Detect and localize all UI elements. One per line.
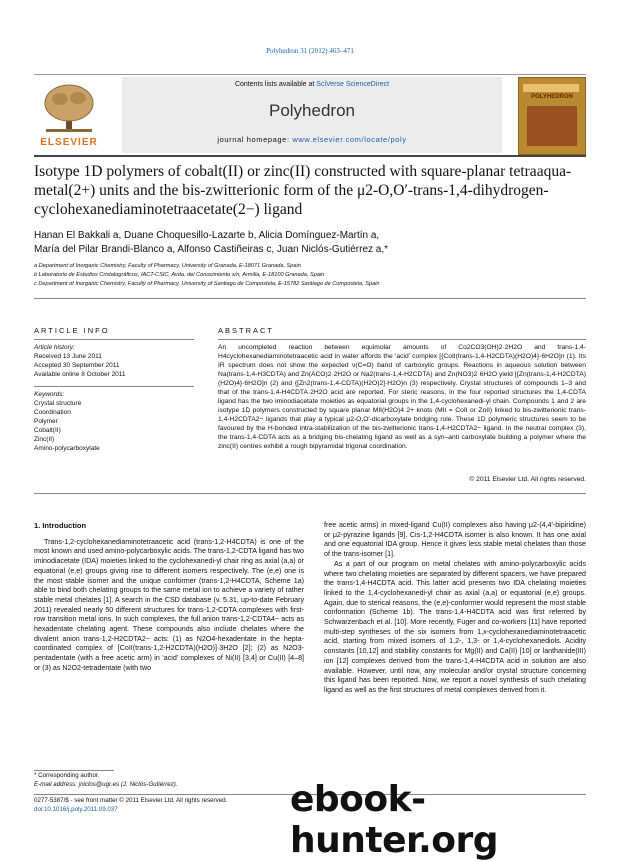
keyword: Cobalt(II) xyxy=(34,427,61,434)
cover-bar xyxy=(523,84,579,92)
history-label: Article history: xyxy=(34,344,75,351)
history-accepted: Accepted 30 September 2011 xyxy=(34,362,120,369)
intro-left-column xyxy=(34,521,304,674)
journal-cover-image xyxy=(518,77,586,155)
corresponding-author-note: * Corresponding author. xyxy=(34,772,100,779)
keyword: Zinc(II) xyxy=(34,436,55,443)
author-list xyxy=(34,229,594,257)
email-note[interactable]: E-mail address: jniclos@ugr.es (J. Niclós-Gutiérrez). xyxy=(34,780,178,788)
intro-paragraph-3: As a part of our program on metal chelates with amino-polycarboxylic acids where two chelating moieties are separated by different spacers, we have prepared the trans-1,4-H4CDTA acid. This latter acid presents two IDA chelating moieties linked to the 1,4-cyclohexanedi-yl chair as axial (a,a) or equatorial (e,e) groups. Again, due to sterical reasons, the (e,e)-conformer would represent the most stable conformation (Scheme 1b). The trans-1,4-H4CDTA acid was first referred by Schwarzenbach et al. [10]. More recently, Fuger and co-workers [11] have reported multi-step syntheses of the six isomers from 1,x-cyclohexanediaminotetraacetic acid, starting from mixed isomers of 1,2-, 1,3- or 1,4-cyclohexanediols. Acidity constants [10,12] and stability constants for Mg(II) and Ca(II) [10] or lanthanide(III) ion [12] complexes derived from the trans-1,4-H4CDTA acid in solution are also available. However, until now, any molecular and/or crystal structure concerning this ligand has been reported. Now, we report a novel synthesis of such chelating ligand as well as the first structures of metal complexes derived from it. xyxy=(324,559,586,694)
footnote-rule xyxy=(34,770,114,771)
elsevier-tree-icon xyxy=(40,81,98,135)
keyword: Amino-polycarboxylate xyxy=(34,445,100,452)
journal-header xyxy=(34,74,586,155)
keywords-label: Keywords: xyxy=(34,391,65,398)
contents-line xyxy=(122,81,502,88)
authors-line-2: María del Pilar Brandi-Blanco a, Alfonso Castiñeiras c, Juan Niclós-Gutiérrez a,* xyxy=(34,244,389,255)
sciencedirect-link[interactable]: SciVerse ScienceDirect xyxy=(316,81,390,88)
homepage-line xyxy=(122,135,502,144)
intro-heading: 1. Introduction xyxy=(34,521,87,530)
header-rule xyxy=(34,155,586,157)
doi-link[interactable]: doi:10.1016/j.poly.2011.09.037 xyxy=(34,805,118,813)
abstract-text: An uncompleted reaction between equimolar amounts of Co2CO3(OH)2·2H2O and trans-1,4-H4cyclohexanediaminotetraacetic acid in water affords the ‘acid’ complex [{CoII(trans-1,4-H2CDTA)(H2O)4}·6H2O]n (1). Its IR spectrum does not show the expected ν(C=O) band of carboxylic groups. Reactions in aqueous solution between Na(trans-1,4-H3CDTA) and Zn(ACO)2·2H2O or Na2(trans-1,4-H2CDTA) and Zn(NO3)2·6H2O yield [{Zn(trans-1,4-H2CDTA)(H2O)4}·6H2O]n (2) and {[Zn2(trans-1,4-CDTA)(H2O)2]·H2O}n (3) respectively. Crystal structures of compounds 1–3 and that of the trans-1,4-H4CDTA·2H2O acid are reported. For steric reasons, in the four reported structures the 1,4-CDTA ligand has the two iminodiacetate moieties as equatorial groups in the 1,4-cyclohexanedi-yl chain. Compounds 1 and 2 are isotype 1D polymers constructed by square planar MII(H2O)4 2+ knots (MII = CoII or ZnII) linked to bis-zwitterionic trans-1,4-H2CDTA2− ligands that play a typical μ2-O,O′-dicarboxylate bridging role. These 1D polymeric structures seem to be favoured by the H-bonded intra-stabilization of the bis-zwitterionic trans-1,4-H2CDTA2− ligand. In the neutral complex (3), the trans-1,4-CDTA acts as a bridging bis-chelating ligand as well as a syn–anti carboxylate building a polymer where the zinc(II) centres exhibit a rough bipyramidal trigonal coordination. xyxy=(218,344,586,450)
contents-prefix: Contents lists available at xyxy=(234,81,317,88)
keyword: Polymer xyxy=(34,418,58,425)
article-title: Isotype 1D polymers of cobalt(II) or zinc(II) constructed with square-planar tetraaqua-metal(2+) units and the bis-zwitterionic form of the μ2-O,O′-trans-1,4-dihydrogen-cyclohexanediaminotetraacetate(2−) ligand xyxy=(34,163,572,218)
keywords-rule xyxy=(34,386,194,387)
abstract-heading: ABSTRACT xyxy=(218,326,275,335)
journal-reference[interactable]: Polyhedron 31 (2012) 463–471 xyxy=(266,47,354,55)
affiliation-c: c Department of Inorganic Chemistry, Faculty of Pharmacy, University of Santiago de Compostela, E-15782 Santiago de Compostela, Spain xyxy=(34,281,380,287)
abstract-rule xyxy=(218,339,586,340)
watermark-text: ebook-hunter.org xyxy=(290,779,499,861)
cover-artwork xyxy=(527,106,577,146)
keywords xyxy=(34,390,184,453)
keyword: Crystal structure xyxy=(34,400,82,407)
article-history xyxy=(34,343,184,379)
footnotes xyxy=(34,772,304,789)
authors-line-1: Hanan El Bakkali a, Duane Choquesillo-Lazarte b, Alicia Domínguez-Martín a, xyxy=(34,230,380,241)
journal-banner xyxy=(122,77,502,153)
issn-line: 0277-5387/$ - see front matter © 2011 Elsevier Ltd. All rights reserved. xyxy=(34,797,228,804)
cover-title: POLYHEDRON xyxy=(531,94,573,100)
article-info-rule xyxy=(34,339,194,340)
intro-paragraph-2: free acetic arms) in mixed-ligand Cu(II) complexes also having μ2-(4,4′-bipiridine) or μ2-pyrazine ligands [9]. Cis-1,2-H4CDTA isomer is also known. It has one axial and one equatorial IDA group. Hence it gives less stable metal chelates than those of the trans-isomer [1]. xyxy=(324,521,586,559)
homepage-link[interactable]: www.elsevier.com/locate/poly xyxy=(292,135,407,144)
homepage-prefix: journal homepage: xyxy=(217,135,293,144)
journal-title: Polyhedron xyxy=(268,101,355,120)
abstract-bottom-rule xyxy=(34,493,586,494)
affiliation-a: a Department of Inorganic Chemistry, Faculty of Pharmacy, University of Granada, E-18071 Granada, Spain xyxy=(34,263,301,269)
abstract-copyright: © 2011 Elsevier Ltd. All rights reserved. xyxy=(469,476,586,483)
issn-block xyxy=(34,797,334,814)
keyword: Coordination xyxy=(34,409,71,416)
intro-paragraph-1: Trans-1,2-cyclohexanediaminotetraacetic acid (trans-1,2-H4CDTA) is one of the most known and used amino-polycarboxylic acids. The trans-1,2-CDTA ligand has two iminodiacetate (IDA) moieties linked to the cyclohexanedi-yl chair ring as axial (a,a) or equatorial (e,e) groups giving rise to different isomers respectively. The (e,e) one is the most stable isomer and the unique conformer (trans-1,2-H4CDTA, Scheme 1a) able to bind both chelating groups to the same metal ion to achieve a variety of rather stable metal chelates [1]. A search in the CSD database (v. 5.31, up-to-date February 2011) revealed nearly 50 different structures for trans-1,2-CDTA complexes with first-row transition metal ions. In such complexes, the full anion trans-1,2-CDTA4− acts as hexadentate chelating agent. These compounds also include chelates where the divalent anion trans-1,2-H2CDTA2− acts: (1) as N2O4-hexadentate in the hepta-coordinated complex of [CoII(trans-1,2-H2CDTA)(H2O)]·3H2O [2]; (2) as N2O3-pentadentate (with a free acetic arm) in ‘acid’ complexes of Ni(II) [3,4] or Cu(II) [4–8] or (3) as N2O2-tetradentate (with two xyxy=(34,537,304,672)
article-info-heading: ARTICLE INFO xyxy=(34,326,110,335)
section-divider xyxy=(34,298,586,299)
history-received: Received 13 June 2011 xyxy=(34,353,102,360)
publisher-name: ELSEVIER xyxy=(40,137,98,148)
affiliation-b: b Laboratorio de Estudios Cristalográficos, IACT-CSIC, Avda. del Conocimiento s/n, Armilla, E-18100 Granada, Spain xyxy=(34,272,325,278)
elsevier-logo xyxy=(34,77,104,153)
intro-right-column xyxy=(324,521,586,696)
history-online: Available online 8 October 2011 xyxy=(34,371,126,378)
